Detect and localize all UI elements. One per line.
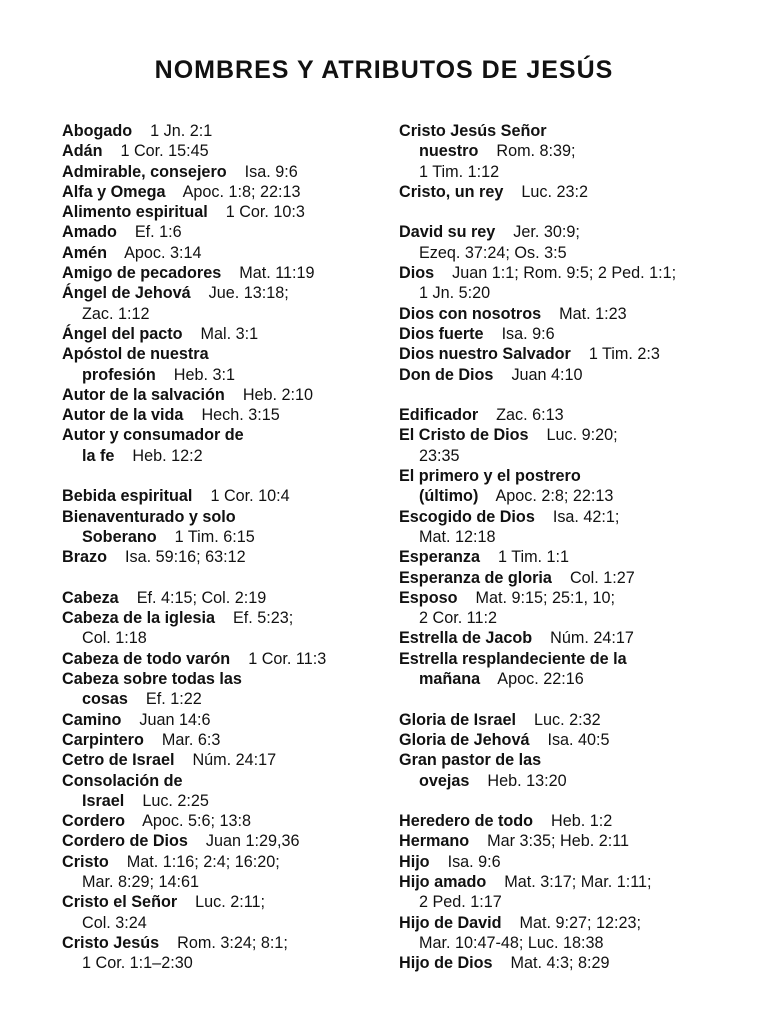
entry (399, 324, 729, 344)
entry-name: Hijo de David (399, 913, 502, 932)
entry (62, 710, 382, 730)
entry (399, 344, 729, 364)
entry-line (62, 831, 382, 851)
section-gap (62, 466, 382, 486)
entry-line (62, 162, 382, 182)
entry-continuation-line (399, 933, 729, 953)
entry (62, 243, 382, 263)
scripture-reference: Zac. 1:12 (82, 304, 150, 323)
scripture-reference: Zac. 6:13 (496, 406, 564, 425)
scripture-reference: Juan 4:10 (511, 365, 583, 384)
entry-line (62, 750, 382, 770)
scripture-reference: Luc. 2:11; (195, 893, 266, 912)
entry-line (399, 649, 729, 669)
entry (62, 385, 382, 405)
entry-line (399, 263, 729, 283)
entry-continuation-line (399, 892, 729, 912)
entry (62, 324, 382, 344)
entry (399, 547, 729, 567)
entry (62, 182, 382, 202)
entry (62, 811, 382, 831)
entry (399, 263, 729, 304)
entry-line (399, 405, 729, 425)
entry (399, 852, 729, 872)
entry-continuation-line (399, 283, 729, 303)
entry-name: Don de Dios (399, 365, 494, 384)
entry-line (62, 222, 382, 242)
entry-line (62, 811, 382, 831)
entry-name: Carpintero (62, 730, 144, 749)
entry-name: Hermano (399, 832, 470, 851)
scripture-reference: Mat. 4:3; 8:29 (510, 954, 610, 973)
entry (399, 750, 729, 791)
scripture-reference: Ef. 1:6 (134, 223, 182, 242)
entry (399, 466, 729, 507)
entry-line (62, 182, 382, 202)
entry-name: Ángel de Jehová (62, 284, 191, 303)
entry-name: Hijo (399, 852, 430, 871)
entry-line (399, 365, 729, 385)
entry (62, 222, 382, 242)
scripture-reference: Núm. 24:17 (550, 629, 634, 648)
entry-line (62, 263, 382, 283)
entry-line (399, 466, 729, 486)
scripture-reference: Apoc. 22:16 (497, 670, 584, 689)
entry-line (62, 669, 382, 689)
entry-name: Esposo (399, 588, 458, 607)
scripture-reference: Juan 1:29,36 (205, 832, 300, 851)
entry (399, 405, 729, 425)
entry-continuation-line (62, 913, 382, 933)
entry-line (399, 831, 729, 851)
scripture-reference: 2 Cor. 11:2 (419, 609, 497, 628)
page-title: NOMBRES Y ATRIBUTOS DE JESÚS (154, 56, 614, 84)
section-gap (62, 568, 382, 588)
entry-line (62, 141, 382, 161)
section-gap (399, 202, 729, 222)
entry (62, 141, 382, 161)
entry (399, 365, 729, 385)
entry (399, 568, 729, 588)
scripture-reference: 1 Cor. 1:1–2:30 (82, 954, 193, 973)
entry (399, 507, 729, 548)
scripture-reference: 1 Cor. 10:4 (210, 487, 290, 506)
scripture-reference: Mat. 3:17; Mar. 1:11; (504, 872, 652, 891)
entry (399, 649, 729, 690)
entry-name: Gloria de Jehová (399, 730, 530, 749)
entry-name: Hijo de Dios (399, 954, 493, 973)
entry-name: Cabeza de todo varón (62, 649, 231, 668)
entry-name: Estrella resplandeciente de la (399, 649, 627, 668)
entry-line (399, 344, 729, 364)
entry-line (399, 872, 729, 892)
entry (62, 669, 382, 710)
entry-continuation-line (62, 446, 382, 466)
entry-line (399, 568, 729, 588)
entry-line (62, 405, 382, 425)
entry-name: Cristo (62, 852, 109, 871)
entry-line (399, 913, 729, 933)
scripture-reference: Heb. 12:2 (132, 446, 203, 465)
entry-line (62, 507, 382, 527)
entry (399, 588, 729, 629)
entry-name: Esperanza (399, 548, 480, 567)
entry-name: Cabeza de la iglesia (62, 609, 215, 628)
scripture-reference: Jue. 13:18; (208, 284, 289, 303)
entry-name: Gloria de Israel (399, 710, 516, 729)
entry-continuation-line (399, 527, 729, 547)
entry-line (62, 771, 382, 791)
entry-line (399, 811, 729, 831)
entry-line (399, 121, 729, 141)
entry-name: Abogado (62, 122, 133, 140)
scripture-reference: Ef. 4:15; Col. 2:19 (136, 588, 267, 607)
entry-continuation-line (399, 141, 729, 161)
scripture-reference: Ezeq. 37:24; Os. 3:5 (419, 243, 567, 262)
scripture-reference: Mat. 1:16; 2:4; 16:20; (126, 852, 280, 871)
entry-name: Edificador (399, 406, 479, 425)
entry-name: Soberano (82, 527, 157, 546)
section-gap (399, 385, 729, 405)
scripture-reference: Apoc. 1:8; 22:13 (182, 182, 301, 201)
entry-continuation-line (399, 446, 729, 466)
entry-line (399, 222, 729, 242)
scripture-reference: Núm. 24:17 (192, 751, 277, 770)
scripture-reference: Luc. 2:25 (142, 791, 209, 810)
entry-continuation-line (399, 608, 729, 628)
entry-line (62, 710, 382, 730)
entry (399, 304, 729, 324)
entry-line (399, 628, 729, 648)
entry-line (62, 344, 382, 364)
scripture-reference: Mat. 1:23 (559, 304, 627, 323)
entry-name: Apóstol de nuestra (62, 345, 209, 364)
section-gap (399, 689, 729, 709)
scripture-reference: Heb. 2:10 (242, 385, 314, 404)
scripture-reference: Isa. 59:16; 63:12 (124, 548, 246, 567)
entry-name: Cordero (62, 812, 125, 831)
entry-line (399, 304, 729, 324)
scripture-reference: Rom. 3:24; 8:1; (177, 933, 288, 952)
entry (399, 182, 729, 202)
scripture-reference: Heb. 1:2 (551, 812, 613, 831)
entry-name: Bienaventurado y solo (62, 507, 236, 526)
entry-line (62, 730, 382, 750)
entry (399, 425, 729, 466)
scripture-reference: Rom. 8:39; (496, 142, 576, 161)
entry (62, 892, 382, 933)
scripture-reference: 1 Jn. 2:1 (150, 122, 213, 140)
scripture-reference: Isa. 42:1; (552, 507, 620, 526)
entry-name: Cristo, un rey (399, 182, 504, 201)
entry-name: Camino (62, 710, 122, 729)
entry-line (62, 425, 382, 445)
scripture-reference: Mat. 11:19 (239, 264, 315, 283)
entry-line (399, 507, 729, 527)
entry (399, 872, 729, 913)
entry-name: Autor de la vida (62, 406, 184, 425)
entry (62, 283, 382, 324)
entry-name: mañana (419, 670, 481, 689)
entry (62, 486, 382, 506)
scripture-reference: Col. 1:18 (82, 629, 147, 648)
scripture-reference: Col. 1:27 (569, 568, 635, 587)
entry (399, 953, 729, 973)
entry (62, 831, 382, 851)
entry-name: Gran pastor de las (399, 751, 542, 770)
scripture-reference: 1 Cor. 11:3 (248, 649, 327, 668)
entry-name: Alimento espiritual (62, 203, 208, 222)
entry-name: nuestro (419, 142, 479, 161)
entry-name: Ángel del pacto (62, 324, 183, 343)
entry-name: Admirable, consejero (62, 162, 227, 181)
entry (62, 588, 382, 608)
entry (62, 771, 382, 812)
entry-line (62, 324, 382, 344)
scripture-reference: Ef. 1:22 (145, 690, 202, 709)
scripture-reference: Jer. 30:9; (513, 223, 580, 242)
entry-name: Autor y consumador de (62, 426, 244, 445)
scripture-reference: Mat. 9:27; 12:23; (519, 913, 642, 932)
entry-line (62, 547, 382, 567)
scripture-reference: Col. 3:24 (82, 913, 147, 932)
entry-name: Dios nuestro Salvador (399, 345, 571, 364)
entry-line (62, 852, 382, 872)
scripture-reference: Heb. 13:20 (487, 771, 567, 790)
scripture-reference: Mar 3:35; Heb. 2:11 (487, 832, 630, 851)
entry-line (62, 588, 382, 608)
entry-line (62, 283, 382, 303)
entry-name: Hijo amado (399, 872, 487, 891)
scripture-reference: Luc. 9:20; (546, 426, 618, 445)
scripture-reference: 1 Cor. 15:45 (120, 142, 209, 161)
entry-name: Heredero de todo (399, 812, 534, 831)
entry-name: profesión (82, 365, 156, 384)
entry-line (399, 182, 729, 202)
entry (62, 547, 382, 567)
scripture-reference: Apoc. 3:14 (124, 243, 202, 262)
entry (399, 710, 729, 730)
entry-line (399, 425, 729, 445)
entry-name: Cristo Jesús (62, 933, 160, 952)
entry (62, 425, 382, 466)
scripture-reference: Juan 14:6 (139, 710, 211, 729)
entry-continuation-line (62, 304, 382, 324)
entry (399, 811, 729, 831)
scripture-reference: 1 Tim. 6:15 (174, 527, 255, 546)
entry-name: Cetro de Israel (62, 751, 175, 770)
entry (62, 730, 382, 750)
entry (62, 344, 382, 385)
entry (62, 852, 382, 893)
entry-continuation-line (62, 791, 382, 811)
scripture-reference: Mar. 6:3 (161, 730, 221, 749)
entry-line (62, 202, 382, 222)
entry-line (399, 324, 729, 344)
scripture-reference: 2 Ped. 1:17 (419, 893, 502, 912)
entry (62, 263, 382, 283)
entry (62, 750, 382, 770)
entry-continuation-line (62, 953, 382, 973)
entry (62, 507, 382, 548)
entry-line (399, 953, 729, 973)
entry-name: El Cristo de Dios (399, 426, 529, 445)
scripture-reference: 1 Jn. 5:20 (419, 284, 491, 303)
entry-line (62, 933, 382, 953)
entry-line (62, 121, 382, 141)
entry-name: Dios fuerte (399, 324, 484, 343)
entry-name: Autor de la salvación (62, 385, 225, 404)
entry-continuation-line (399, 486, 729, 506)
entry-line (62, 385, 382, 405)
scripture-reference: Heb. 3:1 (173, 365, 235, 384)
entry-line (62, 608, 382, 628)
entry (399, 121, 729, 182)
scripture-reference: Mat. 9:15; 25:1, 10; (475, 588, 615, 607)
entry-name: Adán (62, 142, 103, 161)
scripture-reference: Isa. 9:6 (244, 162, 298, 181)
entry (399, 913, 729, 954)
scripture-reference: Mat. 12:18 (419, 527, 496, 546)
entry (62, 202, 382, 222)
entry (62, 121, 382, 141)
entry-continuation-line (62, 689, 382, 709)
entry-continuation-line (399, 771, 729, 791)
entry-line (399, 852, 729, 872)
entry-name: (último) (419, 487, 479, 506)
entry-name: Dios con nosotros (399, 304, 542, 323)
entry (62, 608, 382, 649)
scripture-reference: Luc. 23:2 (521, 182, 588, 201)
right-column (399, 121, 729, 973)
entry-line (62, 243, 382, 263)
entry-name: Israel (82, 791, 125, 810)
scripture-reference: Ef. 5:23; (232, 609, 294, 628)
entry-line (62, 649, 382, 669)
scripture-reference: Mal. 3:1 (200, 324, 259, 343)
entry-name: El primero y el postrero (399, 467, 581, 486)
entry-line (399, 730, 729, 750)
entry (62, 162, 382, 182)
scripture-reference: Apoc. 5:6; 13:8 (142, 812, 251, 831)
entry-name: Brazo (62, 548, 107, 567)
entry-name: Dios (399, 264, 435, 283)
entry (399, 222, 729, 263)
scripture-reference: Mar. 10:47-48; Luc. 18:38 (419, 933, 604, 952)
scripture-reference: Juan 1:1; Rom. 9:5; 2 Ped. 1:1; (452, 264, 677, 283)
entry-name: Cordero de Dios (62, 832, 188, 851)
entry-continuation-line (62, 872, 382, 892)
entry-name: cosas (82, 690, 128, 709)
entry-name: Consolación de (62, 771, 183, 790)
entry-continuation-line (399, 162, 729, 182)
entry-name: David su rey (399, 223, 496, 242)
section-gap (399, 791, 729, 811)
scripture-reference: Isa. 9:6 (447, 852, 501, 871)
entry (62, 405, 382, 425)
scripture-reference: 1 Cor. 10:3 (225, 203, 305, 222)
entry-line (62, 892, 382, 912)
entry-line (399, 547, 729, 567)
entry-continuation-line (62, 628, 382, 648)
entry (399, 730, 729, 750)
entry-name: Cabeza (62, 588, 119, 607)
scripture-reference: 1 Tim. 1:1 (497, 548, 570, 567)
scripture-reference: Apoc. 2:8; 22:13 (495, 487, 614, 506)
entry (399, 628, 729, 648)
scripture-reference: 23:35 (419, 446, 460, 465)
scripture-reference: Isa. 9:6 (501, 324, 555, 343)
entry-name: Alfa y Omega (62, 182, 166, 201)
entry (399, 831, 729, 851)
entry-name: Amén (62, 243, 107, 262)
scripture-reference: Mar. 8:29; 14:61 (82, 872, 199, 891)
entry-name: ovejas (419, 771, 470, 790)
entry-name: la fe (82, 446, 115, 465)
entry-name: Amigo de pecadores (62, 264, 222, 283)
entry-continuation-line (62, 527, 382, 547)
left-column (62, 121, 382, 973)
entry-name: Amado (62, 223, 117, 242)
entry-name: Cabeza sobre todas las (62, 670, 242, 689)
entry-continuation-line (62, 365, 382, 385)
scripture-reference: Hech. 3:15 (201, 406, 280, 425)
entry-name: Esperanza de gloria (399, 568, 552, 587)
entry-name: Bebida espiritual (62, 487, 193, 506)
entry-line (399, 750, 729, 770)
scripture-reference: Luc. 2:32 (533, 710, 601, 729)
entry-line (399, 710, 729, 730)
entry-name: Cristo Jesús Señor (399, 122, 547, 140)
entry-name: Estrella de Jacob (399, 629, 533, 648)
entry (62, 649, 382, 669)
entry-name: Escogido de Dios (399, 507, 535, 526)
entry-continuation-line (399, 243, 729, 263)
scripture-reference: Isa. 40:5 (547, 730, 610, 749)
entry-continuation-line (399, 669, 729, 689)
entry-name: Cristo el Señor (62, 893, 178, 912)
entry-line (62, 486, 382, 506)
entry-line (399, 588, 729, 608)
entry (62, 933, 382, 974)
scripture-reference: 1 Tim. 2:3 (588, 345, 660, 364)
scripture-reference: 1 Tim. 1:12 (419, 162, 500, 181)
